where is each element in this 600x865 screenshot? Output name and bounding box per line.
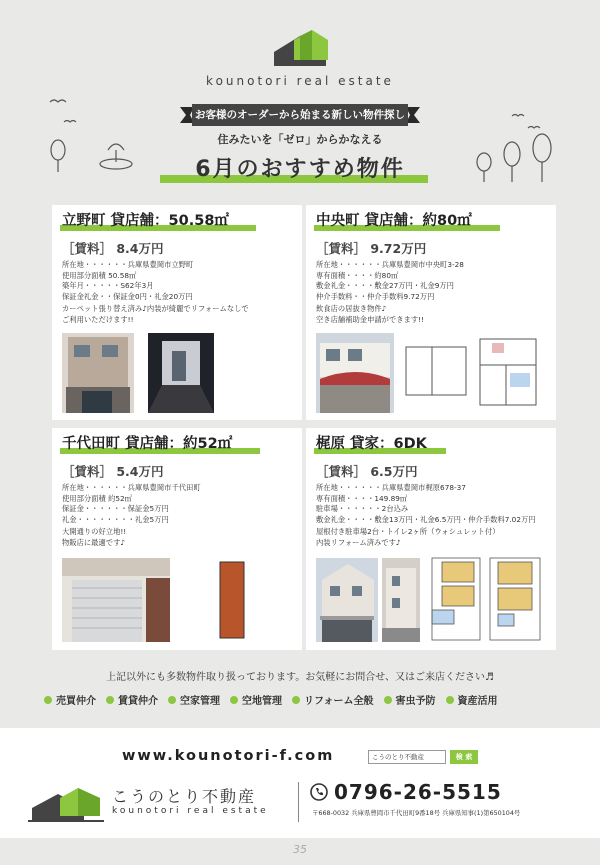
service-label: 売買仲介 (56, 696, 96, 707)
remark-line: ご利用いただけます!! (62, 314, 134, 324)
listing-rent: ［賃料］ 8.4万円 (62, 241, 164, 256)
detail-deposit: 保証金・・・・・・保証金5万円 (62, 504, 169, 513)
listing-card-tateno (52, 205, 302, 420)
bullet-icon (446, 696, 454, 704)
trees-decoration-icon (470, 108, 560, 188)
bullet-icon (384, 696, 392, 704)
service-item (230, 692, 282, 707)
remark-line: 屋根付き駐車場2台・トイレ2ヶ所（ウォシュレット付） (316, 527, 500, 536)
listing-card-chiyoda (52, 428, 302, 650)
remark-line: 内装リフォーム済みです♪ (316, 537, 401, 547)
listing-title: 中央町 貸店舗：約80㎡ (316, 213, 472, 229)
detail-key-money: 礼金・・・・・・・・礼金5万円 (62, 514, 169, 524)
bullet-icon (106, 696, 114, 704)
remark-line: 空き店舗補助金申請ができます!! (316, 314, 425, 324)
service-label: 害虫予防 (395, 696, 436, 707)
detail-area: 使用部分面積 50.58㎡ (62, 270, 137, 280)
remark-line: 物販店に最適です♪ (62, 537, 126, 547)
bullet-icon (230, 696, 238, 704)
listing-title: 千代田町 貸店舗：約52㎡ (62, 436, 233, 452)
listing-details (62, 260, 294, 325)
floor-plan-diagram (402, 333, 542, 413)
divider (298, 782, 299, 822)
listing-details (316, 483, 548, 548)
page-title: 6月のおすすめ物件 (195, 157, 405, 182)
brand-name: kounotori real estate (206, 74, 394, 88)
listing-details (62, 483, 294, 548)
remark-line: 大開通りの好立地!! (62, 527, 127, 536)
listing-title: 立野町 貸店舗：50.58㎡ (62, 213, 229, 229)
detail-area: 使用部分面積 約52㎡ (62, 493, 132, 503)
bullet-icon (168, 696, 176, 704)
service-label: リフォーム全般 (304, 696, 374, 707)
detail-address: 所在地・・・・・・兵庫県豊岡市梶原678-37 (316, 483, 466, 492)
service-label: 空地管理 (242, 696, 282, 707)
detail-area: 専有面積・・・・約80㎡ (316, 270, 399, 280)
detail-built: 築年月・・・・・S62年3月 (62, 281, 154, 290)
service-item (384, 692, 436, 707)
listing-rent: ［賃料］ 9.72万円 (316, 241, 427, 256)
building-photo (62, 333, 134, 413)
service-item (168, 692, 220, 707)
detail-deposit: 敷金礼金・・・・敷金27万円・礼金9万円 (316, 281, 454, 290)
house-photo (382, 558, 420, 642)
detail-fee: 仲介手数料・・仲介手数料9.72万円 (316, 291, 435, 301)
company-address: 〒668-0032 兵庫県豊岡市千代田町9番18号 兵庫県知事(1)第650104号 (312, 809, 521, 817)
remark-line: カーペット張り替え済み♪内装が綺麗でリフォームなしで (62, 304, 249, 313)
service-item (44, 692, 96, 707)
floor-plan-diagram (212, 558, 252, 642)
listing-title: 梶原 貸家：6DK (316, 436, 427, 452)
phone-icon (310, 783, 328, 801)
detail-deposit: 保証金礼金・・保証金0円・礼金20万円 (62, 291, 193, 301)
detail-address: 所在地・・・・・・兵庫県豊岡市千代田町 (62, 483, 201, 492)
house-logo-icon (268, 30, 332, 68)
service-item (292, 692, 374, 707)
ribbon-text: お客様のオーダーから始まる新しい物件探し (195, 109, 405, 121)
service-item (106, 692, 158, 707)
search-input: こうのとり不動産 (368, 750, 446, 764)
tagline: 住みたいを「ゼロ」からかなえる (217, 133, 383, 146)
detail-deposit: 敷金礼金・・・・敷金13万円・礼金6.5万円・仲介手数料7.02万円 (316, 514, 536, 524)
phone-number (310, 780, 502, 804)
service-label: 資産活用 (457, 696, 498, 707)
service-label: 賃貸仲介 (118, 696, 158, 707)
phone-text: 0796-26-5515 (334, 780, 502, 804)
bullet-icon (44, 696, 52, 704)
remark-line: 飲食店の居抜き物件♪ (316, 304, 387, 313)
company-brand: kounotori real estate (112, 806, 269, 816)
listing-details (316, 260, 548, 325)
house-photo (316, 558, 378, 642)
website-url: www.kounotori-f.com (122, 748, 335, 764)
services-list (44, 692, 564, 707)
detail-address: 所在地・・・・・・兵庫県豊岡市中央町3-28 (316, 260, 464, 269)
search-button: 検 索 (450, 750, 478, 764)
bullet-icon (292, 696, 300, 704)
interior-photo (148, 333, 214, 413)
storefront-photo (62, 558, 170, 642)
company-name: こうのとり不動産 (112, 787, 257, 806)
listing-rent: ［賃料］ 6.5万円 (316, 464, 418, 479)
detail-address: 所在地・・・・・・兵庫県豊岡市立野町 (62, 260, 194, 269)
floor-plan-diagram (428, 556, 546, 644)
listing-card-chuo (306, 205, 556, 420)
detail-area: 専有面積・・・・149.89㎡ (316, 493, 408, 503)
service-label: 空家管理 (180, 696, 220, 707)
service-item (446, 692, 498, 707)
page-number: 35 (293, 843, 307, 856)
listing-rent: ［賃料］ 5.4万円 (62, 464, 164, 479)
house-logo-icon (28, 782, 104, 822)
building-photo (316, 333, 394, 413)
detail-parking: 駐車場・・・・・・2台込み (316, 504, 409, 513)
footer-note: 上記以外にも多数物件取り扱っております。お気軽にお問合せ、又はご来店ください♬ (106, 672, 494, 683)
listing-card-kajiwara (306, 428, 556, 650)
tree-decoration-icon (44, 92, 134, 182)
